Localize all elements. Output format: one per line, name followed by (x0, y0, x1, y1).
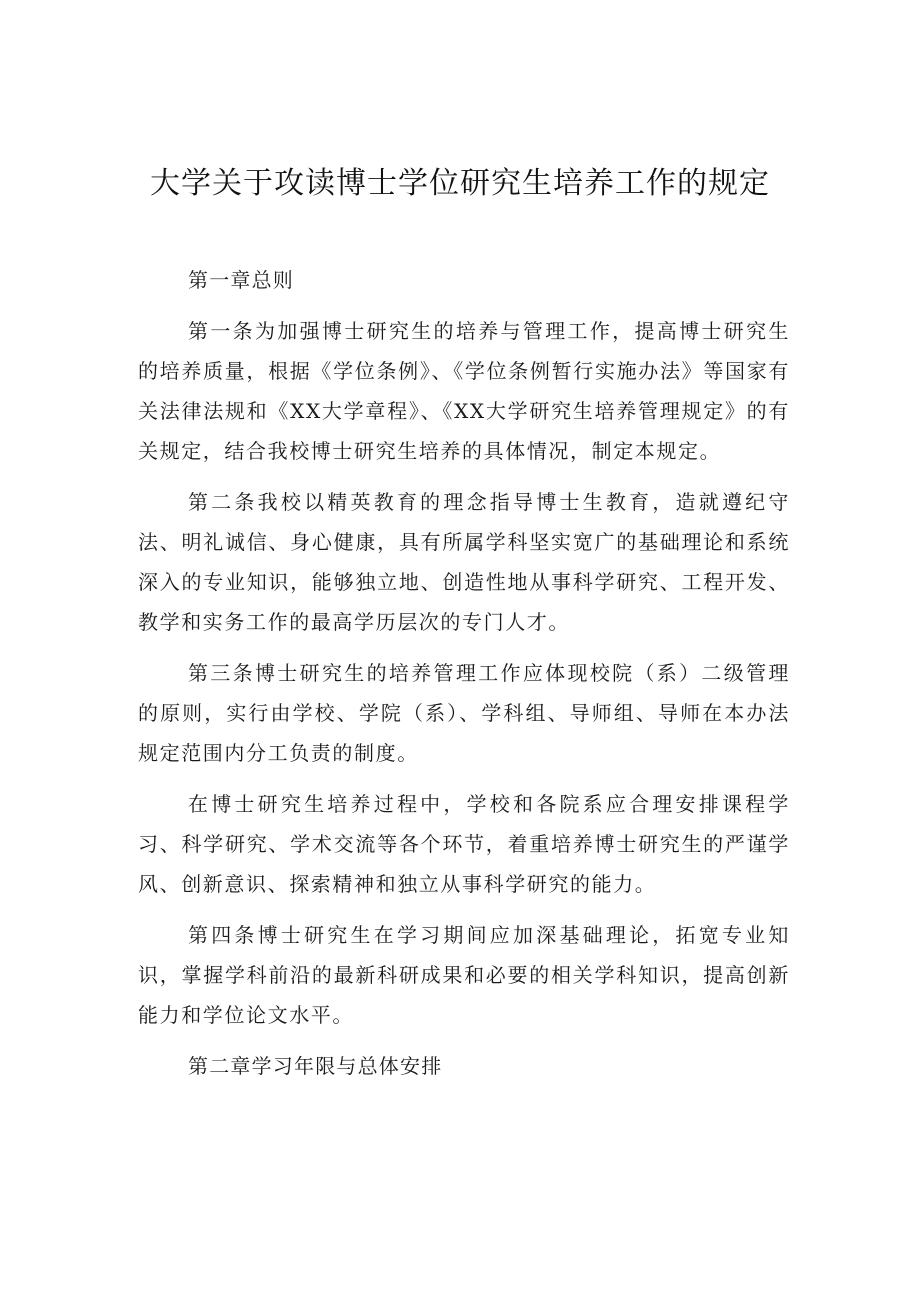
article-3-paragraph: 第三条博士研究生的培养管理工作应体现校院（系）二级管理的原则，实行由学校、学院（系）、学科组、导师组、导师在本办法规定范围内分工负责的制度。 (138, 661, 790, 765)
chapter-heading-1: 第一章总则 (188, 268, 294, 292)
document-body (138, 260, 790, 1097)
article-1-paragraph: 第一条为加强博士研究生的培养与管理工作，提高博士研究生的培养质量，根据《学位条例》、《学位条例暂行实施办法》等国家有关法律法规和《XX大学章程》、《XX大学研究生培养管理规定》的有关规定，结合我校博士研究生培养的具体情况，制定本规定。 (138, 319, 790, 463)
article-3-continued-paragraph: 在博士研究生培养过程中，学校和各院系应合理安排课程学习、科学研究、学术交流等各个环节，着重培养博士研究生的严谨学风、创新意识、探索精神和独立从事科学研究的能力。 (138, 792, 790, 896)
document-title: 大学关于攻读博士学位研究生培养工作的规定 (150, 166, 770, 201)
chapter-heading-2: 第二章学习年限与总体安排 (188, 1054, 443, 1078)
article-4-paragraph: 第四条博士研究生在学习期间应加深基础理论，拓宽专业知识，掌握学科前沿的最新科研成果和必要的相关学科知识，提高创新能力和学位论文水平。 (138, 923, 790, 1027)
article-2-paragraph: 第二条我校以精英教育的理念指导博士生教育，造就遵纪守法、明礼诚信、身心健康，具有所属学科坚实宽广的基础理论和系统深入的专业知识，能够独立地、创造性地从事科学研究、工程开发、教学和实务工作的最高学历层次的专门人才。 (138, 490, 790, 634)
